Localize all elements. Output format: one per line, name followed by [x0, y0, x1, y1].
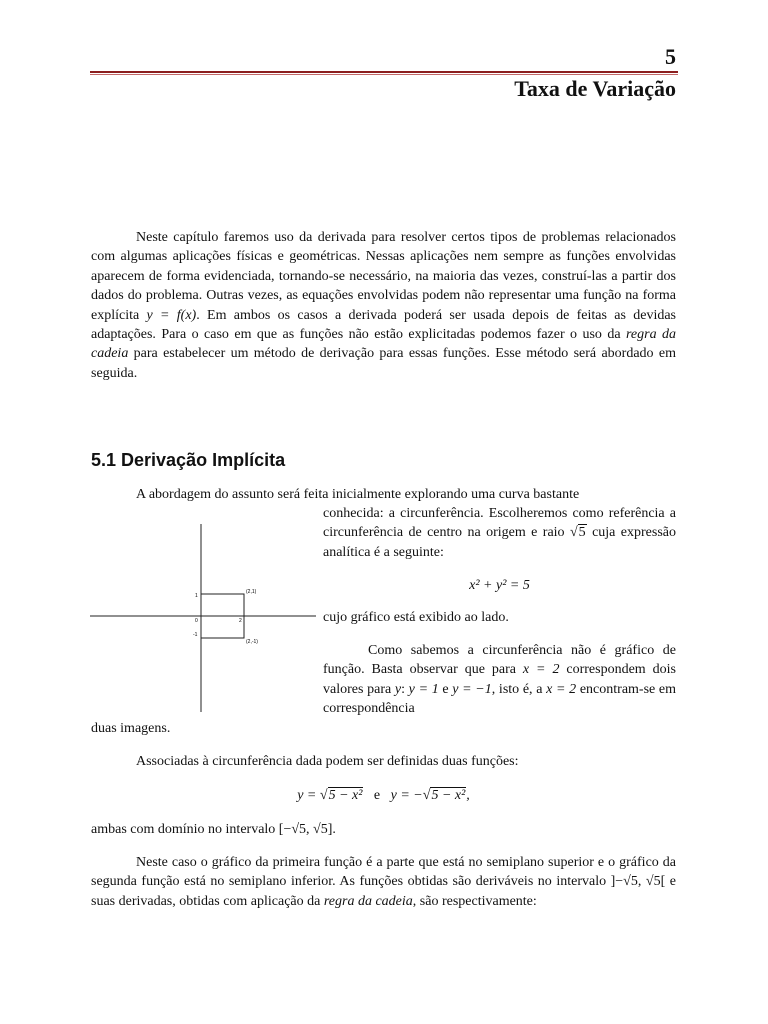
- intro-text-2: . Em ambos os casos a derivada poderá ser usada depois de feitas as devidas adaptações. Para o caso em que as funções não estão explicitadas podemos fazer o uso da: [91, 307, 676, 343]
- sec1-right-para3: [323, 641, 676, 719]
- conj-e: e: [373, 788, 381, 803]
- sec1-text: conhecida: a circunferência. Escolheremos como referência a circunferência de centro na origem e raio: [323, 506, 676, 541]
- p3b-text-c: , são respectivamente:: [412, 893, 537, 909]
- sec2-para3: [91, 853, 676, 911]
- sec1-text-b: cuja expressão analítica é a seguinte:: [323, 525, 676, 560]
- sec1-first-line: A abordagem do assunto será feita inicialmente explorando uma curva bastante: [136, 487, 580, 502]
- p3b-text-b: e suas derivadas, obtidas com aplicação da: [91, 874, 676, 909]
- p3-text-c: :: [401, 681, 409, 697]
- p3-y1: y = 1: [408, 681, 439, 697]
- p2-period: .: [332, 822, 336, 837]
- sec1-right-para1: conhecida: a circunferência. Escolheremos como referência a circunferência de centro na origem e raio √5 cuja expressão analítica é a seguinte:: [323, 506, 676, 560]
- p3-y2: y = −1: [452, 681, 492, 697]
- p3b-italic: regra da cadeia: [323, 893, 413, 909]
- chapter-title: Taxa de Variação: [514, 76, 676, 101]
- header-rule-thin: [90, 74, 678, 75]
- intro-formula: y = f(x): [146, 307, 197, 323]
- tick-2: 2: [239, 618, 242, 624]
- p3-text-d: e: [438, 681, 453, 697]
- intro-paragraph: [91, 228, 676, 383]
- label-2-minus1: (2,-1): [246, 639, 258, 645]
- intro-italic: regra da cadeia: [91, 327, 676, 362]
- circle-figure: [88, 516, 318, 716]
- sqrt-radicand: 5: [578, 525, 586, 541]
- p3-text-e: , isto é, a: [491, 681, 547, 697]
- sec2-para2: [91, 820, 676, 839]
- label-2-1: (2,1): [246, 589, 257, 595]
- equation-text: x² + y² = 5: [469, 578, 530, 593]
- p2-text: ambas com domínio no intervalo: [91, 822, 279, 837]
- p3b-text-a: Neste caso o gráfico da primeira função é a parte que está no semiplano superior e o gráfico da segunda função está no semiplano inferior. As funções obtidas são deriváveis no intervalo: [91, 855, 676, 890]
- header-rule: [90, 71, 678, 73]
- chapter-number: 5: [665, 44, 676, 69]
- f1-radicand: 5 − x²: [328, 788, 363, 803]
- p3-x2b: x = 2: [546, 681, 577, 697]
- tick-0: 0: [195, 618, 198, 624]
- p3-text-a: Como sabemos a circunferência não é gráfico de função. Basta observar que para: [323, 643, 676, 678]
- tick-minus1: -1: [193, 632, 198, 638]
- open-interval: ]−√5, √5[: [610, 874, 666, 890]
- f2-comma: ,: [466, 788, 470, 803]
- intro-text-1: Neste capítulo faremos uso da derivada para resolver certos tipos de problemas relacionados com algumas aplicações físicas e geométricas. Nessas aplicações nem sempre as funções envolvidas aparecem de forma evidenciada, tornando-se necessário, na maioria das vezes, construí-las a partir dos dados do problema. Outras vezes, as equações envolvidas podem não representar uma função na forma explícita: [91, 230, 676, 323]
- f2-radicand: 5 − x²: [431, 788, 466, 803]
- f1-prefix: y = √: [297, 788, 328, 803]
- section-title: 5.1 Derivação Implícita: [91, 450, 286, 470]
- circle-equation: [323, 576, 676, 595]
- p3-y: y: [394, 681, 402, 697]
- domain-interval: [−√5, √5]: [278, 822, 333, 837]
- p3-x2: x = 2: [522, 662, 560, 678]
- sec1-right-para2: cujo gráfico está exibido ao lado.: [323, 610, 509, 625]
- functions-equation: [91, 786, 676, 805]
- p3-text-b: correspondem dois valores para: [323, 662, 676, 697]
- p3-text-f: encontram-se em correspondência: [323, 681, 677, 717]
- sec2-para1: Associadas à circunferência dada podem ser definidas duas funções:: [136, 754, 519, 769]
- intro-text-3: para estabelecer um método de derivação para essas funções. Esse método será abordado em seguida.: [91, 346, 676, 381]
- f2-prefix: y = −√: [390, 788, 431, 803]
- sec1-tail: duas imagens.: [91, 721, 171, 736]
- tick-1: 1: [195, 593, 198, 599]
